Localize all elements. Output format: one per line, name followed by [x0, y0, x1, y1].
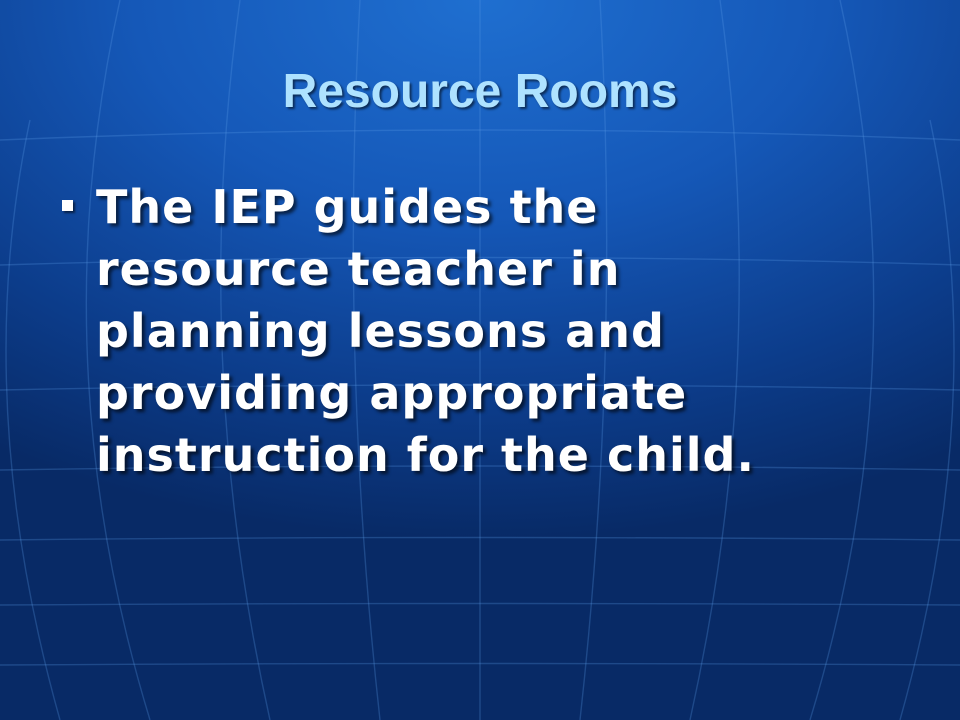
- slide-title: Resource Rooms: [282, 65, 678, 118]
- square-bullet-icon: [62, 200, 73, 211]
- bullet-list: [60, 176, 920, 486]
- bullet-text: The IEP guides the resource teacher in planning lessons and providing appropriate instruction for the child.: [96, 180, 755, 482]
- bullet-item: [60, 176, 920, 486]
